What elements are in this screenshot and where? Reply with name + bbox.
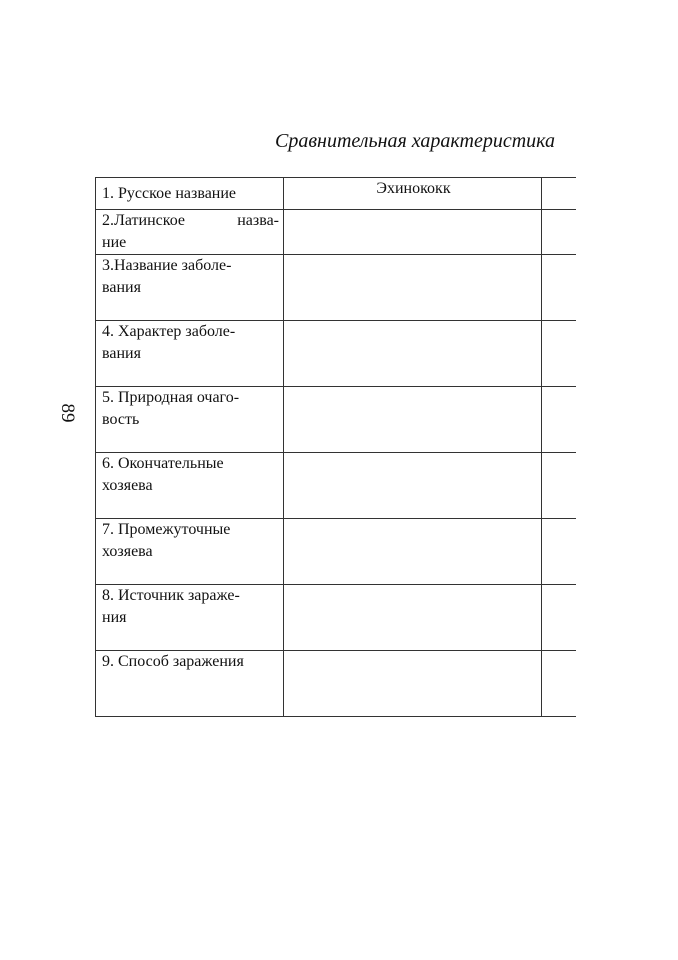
echinococcus-value-cell[interactable] — [284, 585, 542, 651]
echinococcus-value-cell[interactable] — [284, 519, 542, 585]
next-organism-value-cell[interactable] — [542, 585, 577, 651]
latin-name-word-1: 2.Латинское — [102, 212, 186, 229]
latin-name-line-1 — [102, 210, 279, 232]
table-row — [96, 255, 577, 321]
next-organism-value-cell[interactable] — [542, 321, 577, 387]
table-row — [96, 519, 577, 585]
next-organism-value-cell[interactable] — [542, 387, 577, 453]
table-row — [96, 387, 577, 453]
next-organism-value-cell[interactable] — [542, 210, 577, 255]
table-header-row — [96, 178, 577, 210]
table-row — [96, 453, 577, 519]
table-row — [96, 651, 577, 717]
row-label-natural-focality: 5. Природная очаго- вость — [96, 387, 284, 453]
echinococcus-value-cell[interactable] — [284, 255, 542, 321]
echinococcus-value-cell[interactable] — [284, 387, 542, 453]
table-row — [96, 585, 577, 651]
table-row — [96, 321, 577, 387]
echinococcus-value-cell[interactable] — [284, 453, 542, 519]
echinococcus-value-cell[interactable] — [284, 321, 542, 387]
latin-name-word-2: назва- — [237, 212, 279, 229]
page-number: 89 — [57, 403, 78, 423]
row-label-definitive-hosts: 6. Окончательные хозяева — [96, 453, 284, 519]
next-organism-value-cell[interactable] — [542, 519, 577, 585]
row-label-infection-source: 8. Источник зараже- ния — [96, 585, 284, 651]
comparison-table-wrapper — [95, 177, 576, 717]
table-title: Сравнительная характеристика — [275, 130, 556, 152]
table-row — [96, 210, 577, 255]
row-label-infection-method: 9. Способ заражения — [96, 651, 284, 717]
header-cell-next-organism — [542, 178, 577, 210]
row-label-intermediate-hosts: 7. Промежуточные хозяева — [96, 519, 284, 585]
row-label-latin-name — [96, 210, 284, 255]
echinococcus-value-cell[interactable] — [284, 210, 542, 255]
comparison-table — [95, 177, 576, 717]
next-organism-value-cell[interactable] — [542, 651, 577, 717]
next-organism-value-cell[interactable] — [542, 255, 577, 321]
echinococcus-value-cell[interactable] — [284, 651, 542, 717]
row-label-disease-name: 3.Название заболе- вания — [96, 255, 284, 321]
row-label-disease-character: 4. Характер заболе- вания — [96, 321, 284, 387]
header-cell-echinococcus: Эхинококк — [284, 178, 542, 210]
latin-name-line-2: ние — [102, 234, 127, 251]
next-organism-value-cell[interactable] — [542, 453, 577, 519]
header-cell-russian-name: 1. Русское название — [96, 178, 284, 210]
